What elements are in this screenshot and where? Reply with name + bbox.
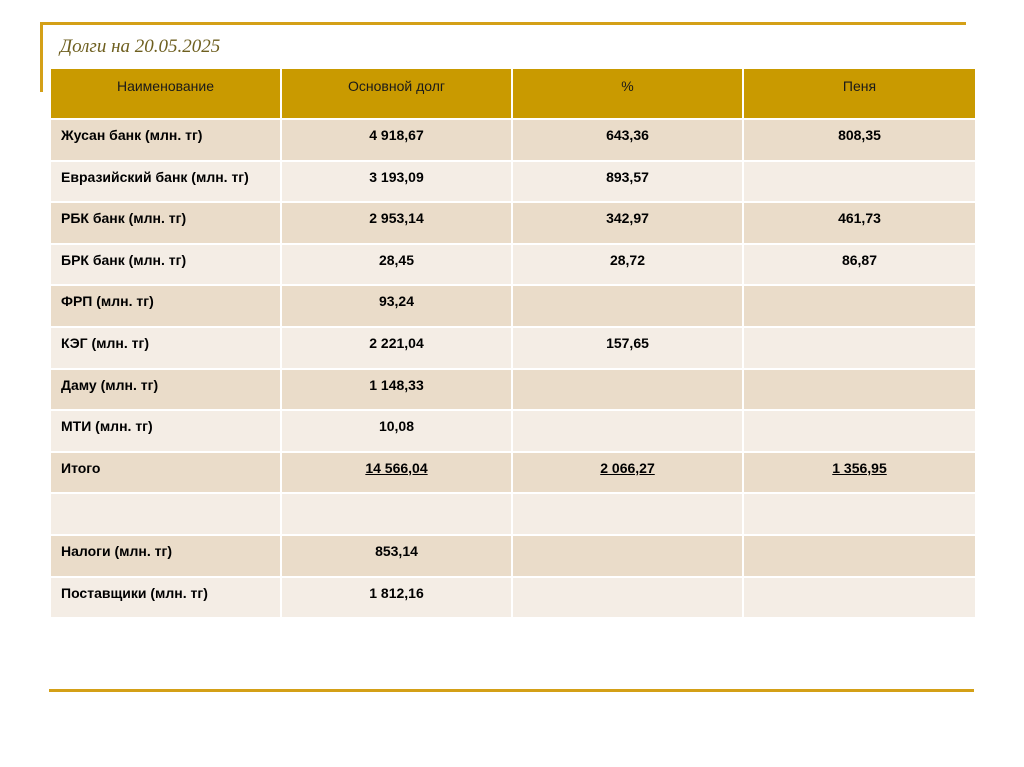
row-percent xyxy=(512,577,743,619)
table-row xyxy=(50,327,976,369)
row-name: ФРП (млн. тг) xyxy=(50,285,281,327)
row-percent: 643,36 xyxy=(512,119,743,161)
table-row xyxy=(50,119,976,161)
row-principal: 93,24 xyxy=(281,285,512,327)
row-principal: 2 953,14 xyxy=(281,202,512,244)
row-principal: 2 221,04 xyxy=(281,327,512,369)
row-principal: 28,45 xyxy=(281,244,512,286)
total-principal: 14 566,04 xyxy=(281,452,512,494)
header-penalty: Пеня xyxy=(743,68,976,119)
row-principal: 10,08 xyxy=(281,410,512,452)
row-penalty: 86,87 xyxy=(743,244,976,286)
total-penalty: 1 356,95 xyxy=(743,452,976,494)
row-penalty: 808,35 xyxy=(743,119,976,161)
total-label: Итого xyxy=(50,452,281,494)
row-name: Евразийский банк (млн. тг) xyxy=(50,161,281,203)
row-name xyxy=(50,493,281,535)
table-row xyxy=(50,535,976,577)
table-row xyxy=(50,369,976,411)
row-principal: 1 148,33 xyxy=(281,369,512,411)
row-name: Жусан банк (млн. тг) xyxy=(50,119,281,161)
total-percent: 2 066,27 xyxy=(512,452,743,494)
table-row xyxy=(50,244,976,286)
row-percent xyxy=(512,285,743,327)
row-percent xyxy=(512,493,743,535)
table-row xyxy=(50,161,976,203)
row-principal xyxy=(281,493,512,535)
slide-title: Долги на 20.05.2025 xyxy=(60,36,221,57)
row-principal: 3 193,09 xyxy=(281,161,512,203)
empty-row xyxy=(50,493,976,535)
frame-bottom-line xyxy=(49,689,974,692)
row-penalty xyxy=(743,410,976,452)
row-name: Поставщики (млн. тг) xyxy=(50,577,281,619)
row-percent xyxy=(512,369,743,411)
table-row xyxy=(50,577,976,619)
row-principal: 1 812,16 xyxy=(281,577,512,619)
table-row xyxy=(50,202,976,244)
row-name: КЭГ (млн. тг) xyxy=(50,327,281,369)
row-principal: 853,14 xyxy=(281,535,512,577)
table-row xyxy=(50,410,976,452)
header-principal: Основной долг xyxy=(281,68,512,119)
row-percent: 28,72 xyxy=(512,244,743,286)
row-percent: 342,97 xyxy=(512,202,743,244)
row-penalty xyxy=(743,161,976,203)
header-name: Наименование xyxy=(50,68,281,119)
total-row xyxy=(50,452,976,494)
table-header-row xyxy=(50,68,976,119)
frame-left-line xyxy=(40,22,43,92)
row-name: МТИ (млн. тг) xyxy=(50,410,281,452)
header-percent: % xyxy=(512,68,743,119)
row-percent xyxy=(512,535,743,577)
row-name: Даму (млн. тг) xyxy=(50,369,281,411)
row-penalty: 461,73 xyxy=(743,202,976,244)
row-penalty xyxy=(743,535,976,577)
row-percent: 893,57 xyxy=(512,161,743,203)
row-percent: 157,65 xyxy=(512,327,743,369)
debt-table xyxy=(49,67,977,619)
row-name: БРК банк (млн. тг) xyxy=(50,244,281,286)
frame-top-line xyxy=(40,22,966,25)
row-penalty xyxy=(743,493,976,535)
row-name: Налоги (млн. тг) xyxy=(50,535,281,577)
row-principal: 4 918,67 xyxy=(281,119,512,161)
table-row xyxy=(50,285,976,327)
row-penalty xyxy=(743,577,976,619)
row-percent xyxy=(512,410,743,452)
row-penalty xyxy=(743,327,976,369)
row-name: РБК банк (млн. тг) xyxy=(50,202,281,244)
row-penalty xyxy=(743,285,976,327)
row-penalty xyxy=(743,369,976,411)
